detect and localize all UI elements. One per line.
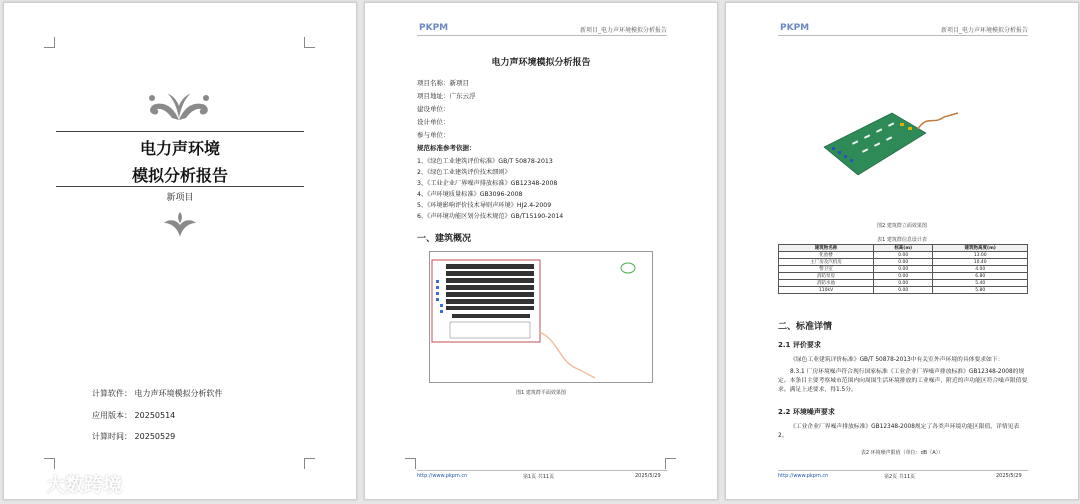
crop-mark (44, 458, 55, 469)
report-title: 电力声环境模拟分析报告 (491, 58, 591, 68)
para-2-2: 《工业企业厂界噪声排放标准》GB12348-2008规定了各类声环境功能区限值，详情见表2。 (778, 424, 1020, 439)
header-rule (417, 35, 667, 36)
table-header-cell: 标高(m) (874, 245, 933, 252)
report-page-1 (364, 2, 718, 500)
table-cell: 0.00 (874, 259, 933, 266)
table-cell: 110kV (779, 287, 874, 294)
time-row (92, 431, 175, 442)
pkpm-logo: PKPM (780, 23, 810, 33)
crop-mark (44, 37, 55, 48)
para-2-1a: 《绿色工业建筑评价标准》GB/T 50878-2013中有关室外声环境的具体要求如下： (790, 357, 1004, 363)
figure1-caption: 图1 建筑群平面效果图 (516, 390, 566, 396)
ref-item: 4、《声环境质量标准》GB3096-2008 (417, 191, 523, 198)
cover-title-line2: 模拟分析报告 (131, 166, 228, 185)
table-cell: 0.00 (874, 266, 933, 273)
table-cell: 警卫室 (779, 266, 874, 273)
crop-mark (665, 458, 676, 469)
site-plan-figure (429, 251, 653, 383)
table-row (779, 259, 1028, 266)
crop-mark (304, 37, 315, 48)
table-row (779, 273, 1028, 280)
time-label: 计算时间： (92, 432, 132, 441)
ornament-bottom-icon (160, 211, 200, 239)
table-cell: 0.00 (874, 280, 933, 287)
info-row: 参与单位： (417, 131, 450, 139)
subsection-2-1: 2.1 评价要求 (778, 341, 821, 349)
table-header-row (779, 245, 1028, 252)
cover-page (3, 2, 357, 500)
section1-heading: 一、建筑概况 (417, 234, 472, 244)
table-cell: 消防水池 (779, 280, 874, 287)
section2-heading: 二、标准详情 (778, 322, 833, 332)
info-row: 建设单位： (417, 105, 450, 113)
subsection-2-2: 2.2 环境噪声要求 (778, 408, 835, 416)
footer-page: 第2页 共11页 (884, 474, 916, 480)
watermark-text: 大数跨境 (46, 474, 123, 496)
version-label: 应用版本： (92, 411, 132, 420)
info-row: 项目名称：新项目 (417, 79, 469, 87)
refs-list (417, 156, 563, 222)
footer-date: 2025/5/29 (635, 473, 661, 479)
software-value: 电力声环境模拟分析软件 (134, 389, 223, 398)
pkpm-logo: PKPM (419, 23, 449, 33)
para-2-1b: 8.3.1 厂房环境噪声符合现行国家标准《工业企业厂界噪声排放标准》GB12348-2008的规定。本条目主要考察城市范围内向周围生活环境排放的工业噪声，附近的声功能区符合噪声限值要求。满足上述要求，得1.5分。 (778, 369, 1028, 393)
table-cell: 0.00 (874, 273, 933, 280)
table-row (779, 280, 1028, 287)
project-info (417, 77, 476, 142)
cover-title-line1: 电力声环境 (139, 139, 220, 158)
table-cell: 0.00 (874, 252, 933, 259)
crop-mark (304, 458, 315, 469)
table-header-cell: 建筑物名称 (779, 245, 874, 252)
crop-mark (405, 458, 416, 469)
table-cell: 4.00 (933, 266, 1028, 273)
version-row (92, 410, 175, 421)
table-cell: 0.00 (874, 287, 933, 294)
table-row (779, 266, 1028, 273)
ref-item: 3、《工业企业厂界噪声排放标准》GB12348-2008 (417, 180, 558, 187)
table-cell: 10.40 (933, 259, 1028, 266)
footer-date: 2025/5/29 (996, 473, 1022, 479)
footer-link[interactable]: http://www.pkpm.cn (417, 473, 468, 479)
watermark-logo-icon (8, 472, 42, 496)
table-cell: 5.40 (933, 280, 1028, 287)
cover-project-name: 新项目 (166, 193, 194, 203)
title-rule-top (56, 131, 304, 132)
figure2-caption: 图2 建筑群立面效果图 (877, 223, 927, 229)
table2-caption: 表2 环境噪声限值（单位：dB（A）） (860, 450, 944, 456)
ref-item: 1、《绿色工业建筑评价标准》GB/T 50878-2013 (417, 158, 553, 165)
table-cell: 5.80 (933, 287, 1028, 294)
footer-rule (778, 470, 1028, 471)
watermark (8, 470, 122, 497)
table-cell: 化验楼 (779, 252, 874, 259)
version-value: 20250514 (134, 411, 176, 420)
footer-rule (417, 470, 667, 471)
header-text: 新项目_电力声环境模拟分析报告 (940, 27, 1028, 34)
info-row: 项目地址：广东云浮 (417, 92, 476, 100)
time-value: 20250529 (134, 432, 176, 441)
table-header-cell: 建筑物高度(m) (933, 245, 1028, 252)
report-page-2 (725, 2, 1079, 500)
table-row (779, 287, 1028, 294)
refs-heading: 规范标准参考依据： (417, 144, 476, 152)
ref-item: 2、《绿色工业建筑评价技术细则》 (417, 169, 511, 176)
table-cell: 消防泵房 (779, 273, 874, 280)
software-row (92, 388, 223, 399)
ref-item: 6、《声环境功能区划分技术规范》GB/T15190-2014 (417, 213, 564, 220)
table-cell: 主厂房及汽机房 (779, 259, 874, 266)
footer-page: 第1页 共11页 (523, 474, 555, 480)
table-cell: 13.00 (933, 252, 1028, 259)
table-row (779, 252, 1028, 259)
header-text: 新项目_电力声环境模拟分析报告 (579, 27, 667, 34)
building-table (778, 244, 1028, 294)
header-rule (778, 35, 1028, 36)
table1-caption: 表1 建筑群信息设计表 (877, 237, 927, 243)
info-row: 设计单位： (417, 118, 450, 126)
elevation-figure (822, 107, 962, 187)
footer-link[interactable]: http://www.pkpm.cn (778, 473, 829, 479)
ref-item: 5、《环境影响评价技术导则声环境》HJ2.4-2009 (417, 202, 552, 209)
title-rule-bottom (56, 186, 304, 187)
table-cell: 6.80 (933, 273, 1028, 280)
software-label: 计算软件： (92, 389, 132, 398)
ornament-top-icon (144, 88, 214, 122)
